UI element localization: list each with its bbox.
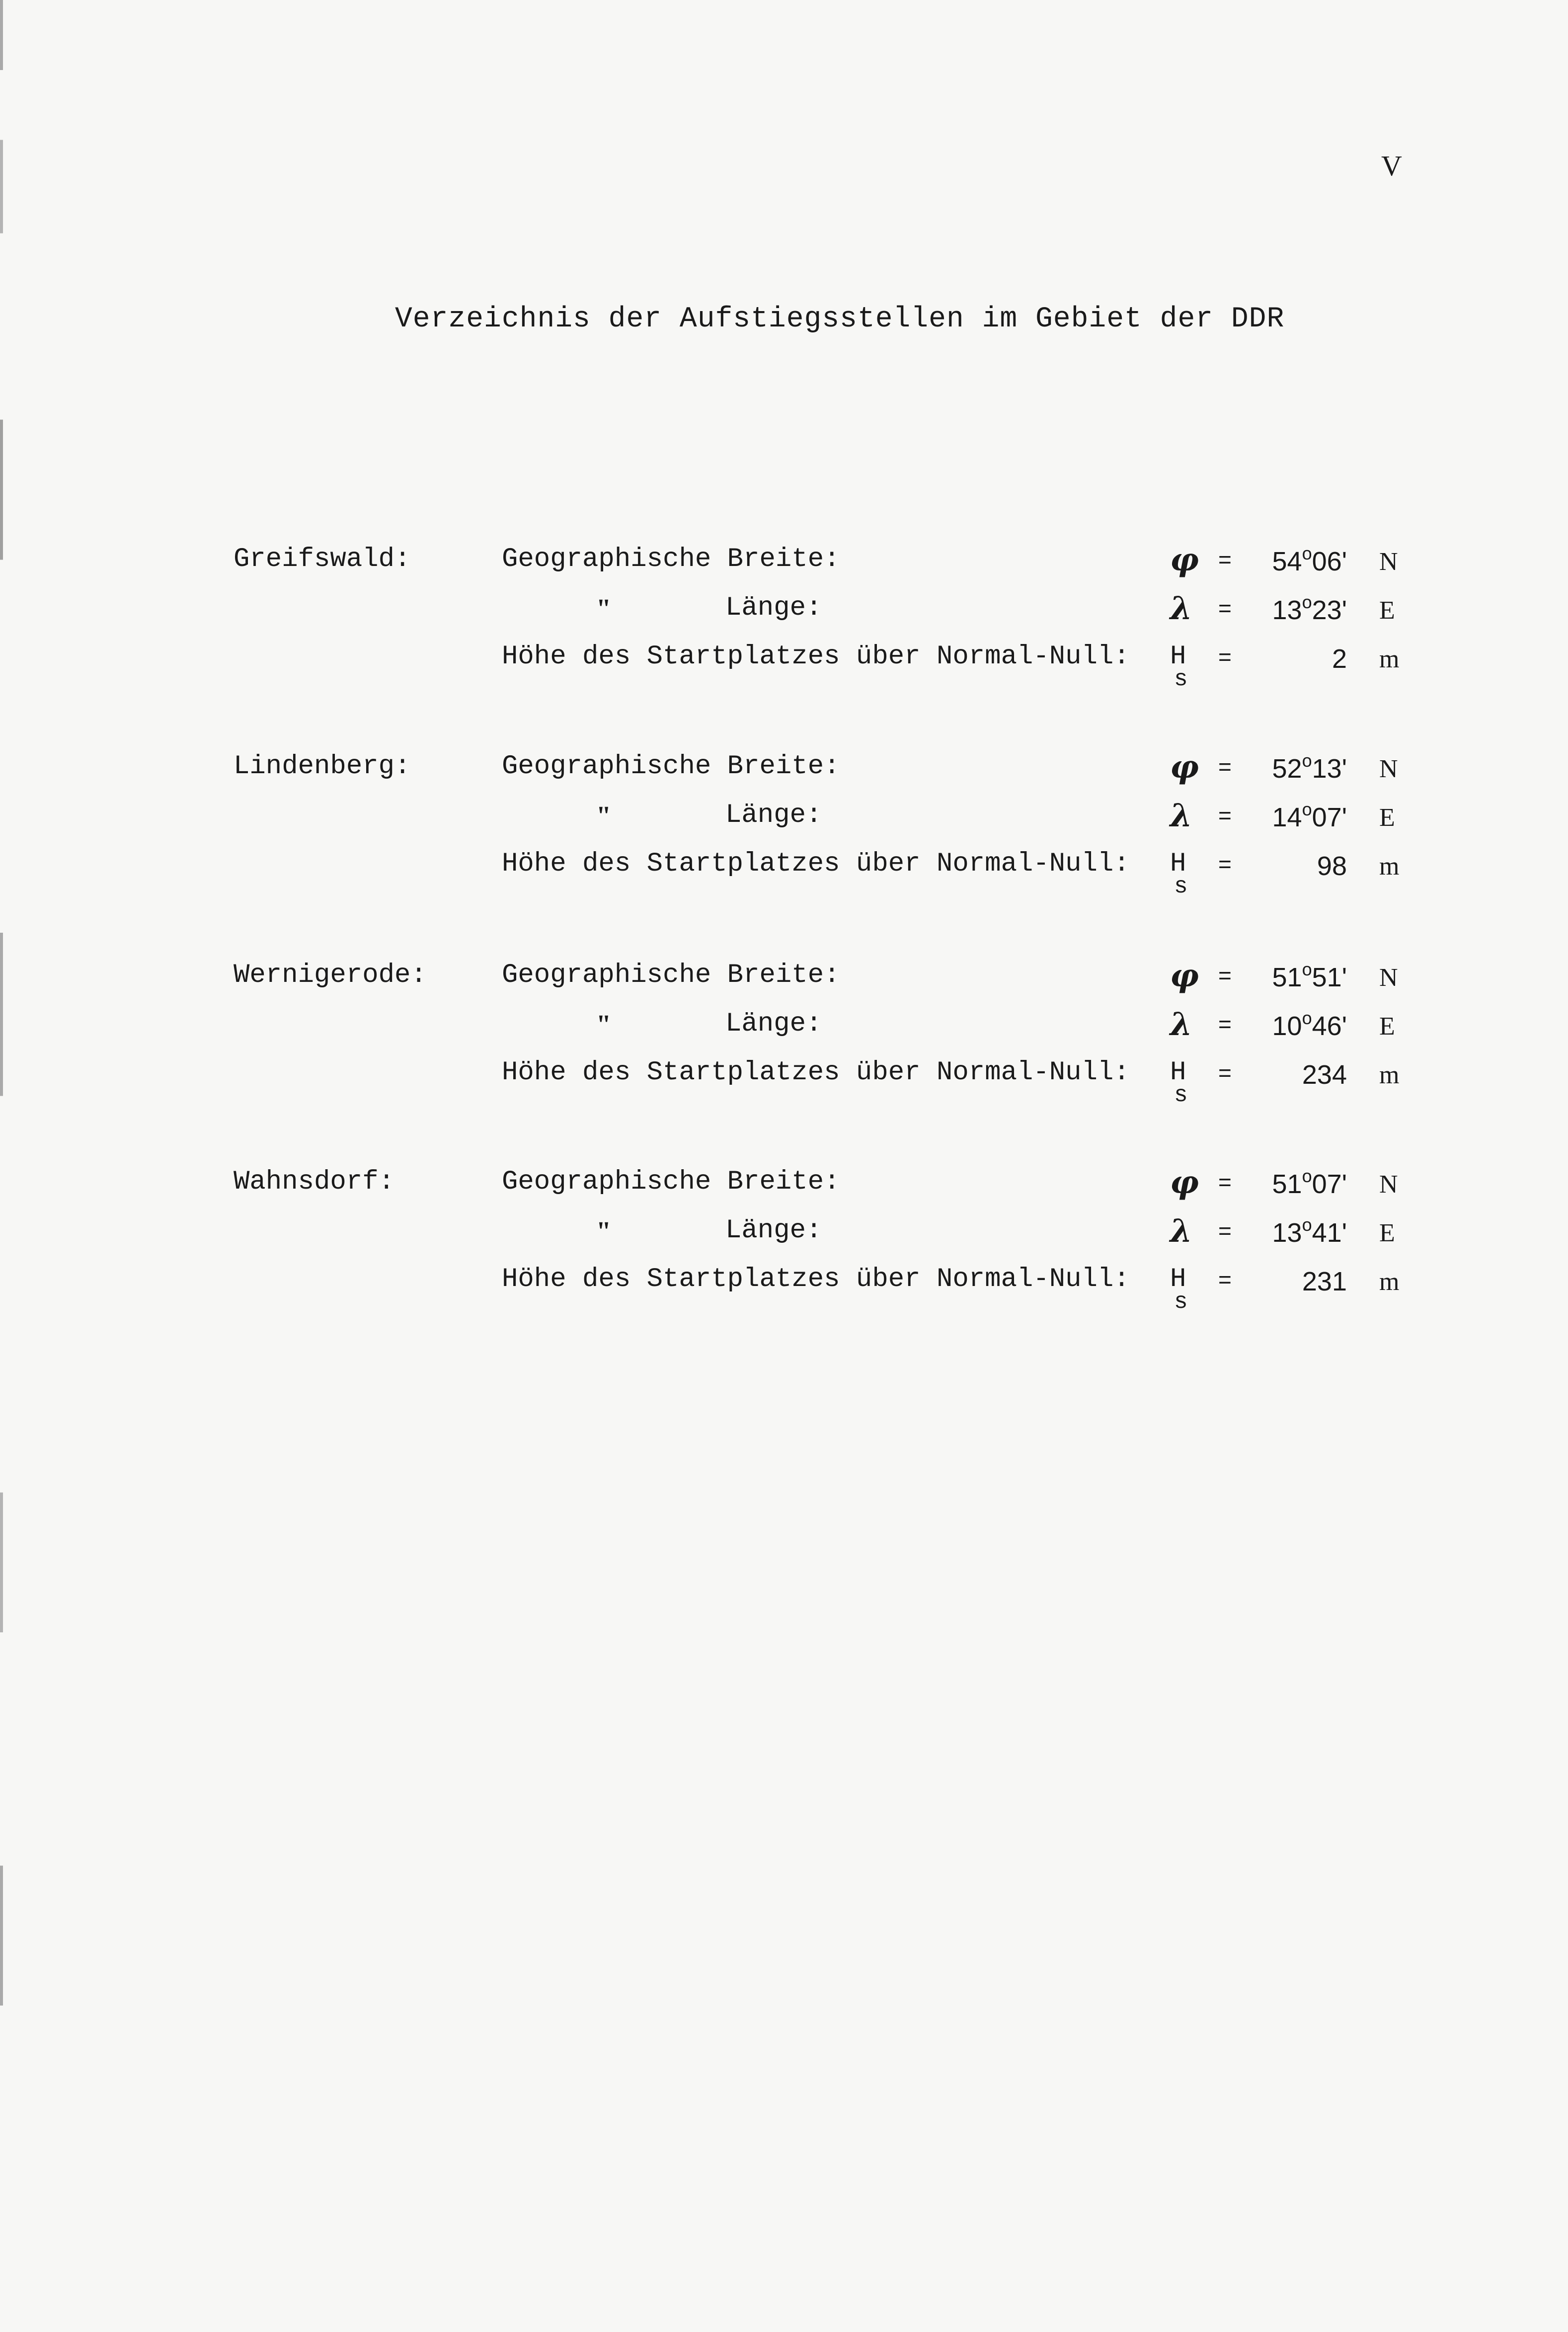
station-name: Greifswald: (234, 544, 411, 574)
hemisphere: E (1379, 1219, 1395, 1247)
equals-sign: = (1218, 547, 1232, 572)
ditto-mark: " (596, 1009, 611, 1039)
phi-symbol: φ (1170, 1164, 1199, 1201)
latitude-row (0, 1164, 1568, 1206)
altitude-value: 98 (1317, 851, 1347, 881)
station-wahnsdorf (0, 1164, 1568, 1331)
station-wernigerode (0, 957, 1568, 1124)
altitude-label: Höhe des Startplatzes über Normal-Null: (502, 642, 1130, 672)
latitude-label: Geographische Breite: (502, 1167, 840, 1197)
latitude-value: 51$^o$51' (1272, 959, 1347, 992)
latitude-row (0, 957, 1568, 1000)
phi-symbol: φ (1170, 748, 1199, 786)
hemisphere: N (1379, 964, 1398, 992)
station-lindenberg (0, 748, 1568, 915)
equals-sign: = (1218, 803, 1232, 828)
lambda-symbol: λ (1170, 590, 1192, 627)
altitude-symbol: H s (1170, 1264, 1188, 1315)
phi-symbol: φ (1170, 541, 1199, 578)
longitude-label: Länge: (725, 1215, 822, 1246)
longitude-row (0, 1212, 1568, 1255)
latitude-row (0, 541, 1568, 584)
equals-sign: = (1218, 851, 1232, 877)
station-greifswald (0, 541, 1568, 708)
altitude-symbol: H s (1170, 642, 1188, 692)
lambda-symbol: λ (1170, 1006, 1192, 1043)
altitude-label: Höhe des Startplatzes über Normal-Null: (502, 1057, 1130, 1088)
altitude-value: 234 (1302, 1060, 1347, 1090)
longitude-label: Länge: (725, 800, 822, 830)
equals-sign: = (1218, 1169, 1232, 1195)
unit: m (1379, 1268, 1400, 1296)
latitude-value: 54$^o$06' (1272, 543, 1347, 576)
altitude-label: Höhe des Startplatzes über Normal-Null: (502, 1264, 1130, 1294)
phi-symbol: φ (1170, 957, 1199, 994)
station-name: Lindenberg: (234, 751, 411, 782)
lambda-symbol: λ (1170, 1212, 1192, 1250)
latitude-label: Geographische Breite: (502, 960, 840, 990)
altitude-value: 231 (1302, 1267, 1347, 1296)
altitude-row (0, 1057, 1568, 1108)
ditto-mark: " (596, 801, 611, 830)
longitude-label: Länge: (725, 1009, 822, 1039)
station-name: Wernigerode: (234, 960, 427, 990)
latitude-label: Geographische Breite: (502, 544, 840, 574)
page-title: Verzeichnis der Aufstiegsstellen im Gebiet der DDR (395, 303, 1285, 335)
altitude-row (0, 849, 1568, 899)
altitude-row (0, 642, 1568, 692)
hemisphere: E (1379, 1012, 1395, 1041)
altitude-row (0, 1264, 1568, 1315)
latitude-value: 52$^o$13' (1272, 750, 1347, 784)
equals-sign: = (1218, 1267, 1232, 1292)
scan-edge (0, 0, 3, 2332)
equals-sign: = (1218, 595, 1232, 621)
altitude-symbol: H s (1170, 849, 1188, 899)
equals-sign: = (1218, 963, 1232, 988)
equals-sign: = (1218, 1218, 1232, 1244)
station-name: Wahnsdorf: (234, 1167, 395, 1197)
hemisphere: N (1379, 548, 1398, 576)
longitude-value: 10$^o$46' (1272, 1008, 1347, 1041)
longitude-row (0, 797, 1568, 840)
longitude-row (0, 590, 1568, 633)
longitude-value: 13$^o$23' (1272, 592, 1347, 625)
unit: m (1379, 645, 1400, 673)
longitude-label: Länge: (725, 593, 822, 623)
hemisphere: N (1379, 755, 1398, 783)
latitude-label: Geographische Breite: (502, 751, 840, 782)
equals-sign: = (1218, 754, 1232, 780)
altitude-value: 2 (1332, 644, 1347, 674)
altitude-symbol: H s (1170, 1057, 1188, 1108)
latitude-row (0, 748, 1568, 791)
hemisphere: E (1379, 804, 1395, 832)
unit: m (1379, 1061, 1400, 1089)
longitude-value: 14$^o$07' (1272, 799, 1347, 832)
equals-sign: = (1218, 1011, 1232, 1037)
lambda-symbol: λ (1170, 797, 1192, 834)
altitude-label: Höhe des Startplatzes über Normal-Null: (502, 849, 1130, 879)
latitude-value: 51$^o$07' (1272, 1166, 1347, 1199)
longitude-value: 13$^o$41' (1272, 1214, 1347, 1248)
hemisphere: E (1379, 596, 1395, 625)
equals-sign: = (1218, 1060, 1232, 1086)
ditto-mark: " (596, 593, 611, 623)
longitude-row (0, 1006, 1568, 1048)
unit: m (1379, 852, 1400, 881)
page-number: V (1381, 150, 1402, 182)
hemisphere: N (1379, 1170, 1398, 1199)
ditto-mark: " (596, 1216, 611, 1246)
equals-sign: = (1218, 644, 1232, 670)
